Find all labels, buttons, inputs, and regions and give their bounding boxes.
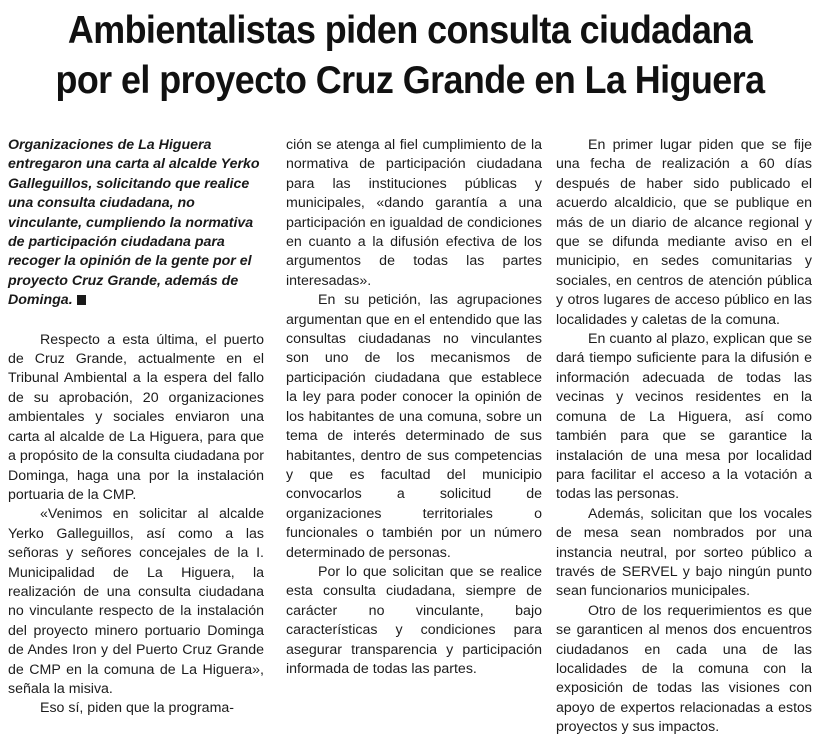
- lead-text: Organizaciones de La Higuera entregaron una carta al alcalde Yerko Galleguillos, solicitando que realice una consulta ciudadana, no vinculante, cumpliendo la normativa de participación ciudadana para recoger la opinión de la gente por el proyecto Cruz Grande, además de Dominga.: [8, 137, 260, 309]
- body-paragraph: En su petición, las agrupaciones argumentan que en el entendido que las consultas ciudadanas no vinculantes son uno de los mecanismos de participación ciudadana que establece la ley para poder conocer la opinión de los habitantes de una comuna, sobre un tema de interés determinado de sus habitantes, dentro de sus competencias y que es facultad del municipio convocarlos a solicitud de organizaciones territoriales o funcionales o también por un número determinado de personas.: [286, 292, 542, 561]
- lead-paragraph: [8, 136, 264, 311]
- headline-line-2: por el proyecto Cruz Grande en La Higuera: [55, 59, 765, 102]
- body-paragraph: En cuanto al plazo, explican que se dará tiempo suficiente para la difusión e información adecuada de todas las vecinas y vecinos residentes en la comuna de La Higuera, así como también para que se garantice la instalación de una mesa por localidad para facilitar el acceso a la votación a todas las personas.: [556, 331, 812, 503]
- column-3: [556, 136, 812, 738]
- body-paragraph: En primer lugar piden que se fije una fecha de realización a 60 días después de haber sido publicado el acuerdo alcaldicio, que se publique en más de un diario de alcance regional y que se difunda mediante aviso en el municipio, en sedes comunitarias y sociales, en centros de atención pública y otros lugares de acceso público en las localidades y caletas de la comuna.: [556, 137, 812, 328]
- headline-line-1: Ambientalistas piden consulta ciudadana: [67, 9, 753, 52]
- body-paragraph: Otro de los requerimientos es que se garanticen al menos dos encuentros ciudadanos en cada una de las localidades de la comuna con la exposición de todas las visiones con apoyo de expertos relacionadas a estos proyectos y sus impactos.: [556, 602, 812, 736]
- body-paragraph: Además, solicitan que los vocales de mesa sean nombrados por una instancia neutral, por sorteo público a través de SERVEL y bajo ningún punto sean funcionarios municipales.: [556, 505, 812, 600]
- body-paragraph: Respecto a esta última, el puerto de Cruz Grande, actualmente en el Tribunal Ambiental a la espera del fallo de su aprobación, 20 organizaciones ambientales y sociales enviaron una carta al alcalde de La Higuera, para que a propósito de la consulta ciudadana por Dominga, haga una por la instalación portuaria de la CMP.: [8, 331, 264, 503]
- article-headline: [33, 6, 787, 106]
- column-1: [8, 136, 264, 719]
- body-paragraph: «Venimos en solicitar al alcalde Yerko Galleguillos, así como a las señoras y señores concejales de la I. Municipalidad de La Higuera, la realización de una consulta ciudadana no vinculante respecto de la instalación del proyecto minero portuario Dominga de Andes Iron y del Puerto Cruz Grande de CMP en la comuna de La Higuera», señala la misiva.: [8, 506, 264, 697]
- column-2: [286, 136, 542, 679]
- body-paragraph: ción se atenga al fiel cumplimiento de la normativa de participación ciudadana para las instituciones públicas y municipales, «dando garantía a una participación en igualdad de condiciones en cuanto a la difusión efectiva de los argumentos de todas las partes interesadas».: [286, 137, 542, 289]
- body-paragraph: Eso sí, piden que la programa-: [40, 700, 235, 717]
- end-square-icon: [77, 295, 86, 305]
- body-paragraph: Por lo que solicitan que se realice esta consulta ciudadana, siempre de carácter no vinculante, bajo características y condiciones para asegurar transparencia y participación informada de todas las partes.: [286, 563, 542, 677]
